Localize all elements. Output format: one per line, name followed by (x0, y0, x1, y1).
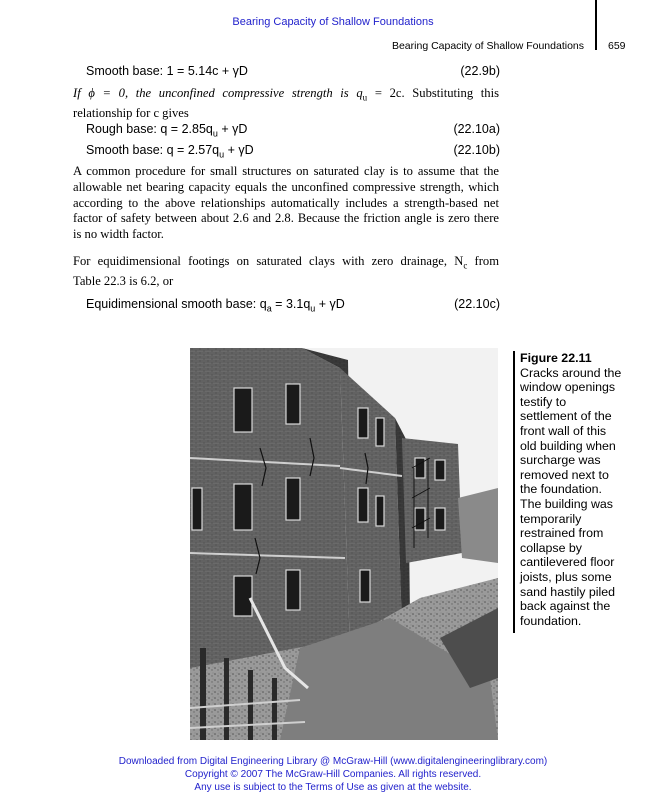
header-vertical-rule (595, 0, 597, 50)
caption-line: testify to (520, 394, 567, 409)
equation-formula-b: = 3.1q (271, 297, 311, 311)
caption-line: back against the (520, 599, 611, 614)
figure-caption (520, 351, 630, 628)
caption-line: removed next to (520, 467, 609, 482)
equation-label: Rough base: (86, 122, 157, 136)
equation-subscript: u (219, 149, 225, 160)
top-header-link[interactable]: Bearing Capacity of Shallow Foundations (232, 16, 434, 28)
caption-line: surcharge was (520, 453, 601, 468)
equation-label: Equidimensional smooth base: (86, 297, 257, 311)
paragraph-phi-zero (73, 86, 499, 122)
caption-line: foundation. (520, 613, 582, 628)
figure-title: Figure 22.11 (520, 351, 592, 365)
equation-tail: + γD (315, 297, 345, 311)
paragraph-line: factor of safety between about 2.6 and 2.8. Because the friction angle is zero there (73, 211, 499, 226)
equation-22-10c (86, 297, 345, 314)
equation-label: Smooth base: (86, 143, 164, 157)
equation-22-10b (86, 143, 254, 160)
equation-tail: + γD (224, 143, 254, 157)
equation-number-22-9b: (22.9b) (460, 64, 500, 78)
equation-22-9b (86, 64, 248, 78)
page-number: 659 (608, 40, 626, 52)
footer-download-link[interactable]: Downloaded from Digital Engineering Library @ McGraw-Hill (www.digitalengineeringlibrary.com) (118, 756, 548, 767)
caption-line: temporarily (520, 511, 582, 526)
footer-copyright: Copyright © 2007 The McGraw-Hill Companies. All rights reserved. (184, 769, 482, 780)
equation-formula: 1 = 5.14c + γD (166, 64, 248, 78)
caption-line: The building was (520, 496, 613, 511)
equation-subscript: u (310, 303, 316, 314)
equation-number-22-10b: (22.10b) (453, 143, 500, 157)
equation-number-22-10a: (22.10a) (453, 122, 500, 136)
footer-terms[interactable]: Any use is subject to the Terms of Use as given at the website. (194, 782, 472, 793)
building-settlement-photo (190, 348, 498, 740)
caption-vertical-rule (513, 351, 515, 633)
caption-line: Cracks around the (520, 365, 622, 380)
equation-formula: q = 2.57q (166, 143, 220, 157)
running-title: Bearing Capacity of Shallow Foundations (391, 40, 584, 52)
caption-line: settlement of the (520, 409, 612, 424)
building-photo-illustration (190, 348, 498, 740)
equation-number-22-10c: (22.10c) (454, 297, 500, 311)
caption-line: restrained from (520, 526, 604, 541)
equation-formula: q = 2.85q (160, 122, 213, 136)
paragraph-line: If ϕ = 0, the unconfined compressive strength is $q_u = 2c$. Substituting this (73, 86, 499, 103)
paragraph-line: Table 22.3 is 6.2, or (73, 274, 174, 289)
caption-line: cantilevered floor (520, 555, 615, 570)
paragraph-line: A common procedure for small structures on saturated clay is to assume that the (73, 164, 499, 178)
equation-subscript: a (266, 303, 272, 314)
equation-formula: q (259, 297, 267, 311)
equation-label: Smooth base: (86, 64, 164, 78)
caption-line: collapse by (520, 540, 582, 555)
paragraph-line: relationship for c gives (73, 106, 189, 121)
paragraph-line: is no width factor. (73, 227, 164, 242)
caption-line: window openings (520, 380, 616, 395)
caption-line: front wall of this (520, 423, 607, 438)
equation-tail: + γD (217, 122, 248, 136)
paragraph-common-procedure (73, 164, 499, 243)
equation-22-10a (86, 122, 247, 139)
paragraph-line: according to the above relationships automatically includes a strength-based net (73, 195, 499, 210)
caption-line: the foundation. (520, 482, 602, 497)
caption-line: old building when (520, 438, 616, 453)
paragraph-line: allowable net bearing capacity equals the unconfined compressive strength, which (73, 179, 499, 194)
paragraph-equidimensional (73, 254, 499, 290)
equation-subscript: u (212, 128, 218, 139)
caption-line: joists, plus some (520, 569, 612, 584)
paragraph-line: For equidimensional footings on saturated clays with zero drainage, $N_c$ from (73, 254, 499, 271)
caption-line: sand hastily piled (520, 584, 616, 599)
